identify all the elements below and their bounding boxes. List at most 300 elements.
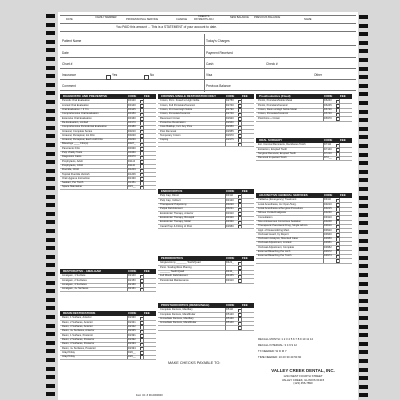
tractor-mark	[46, 14, 55, 18]
tractor-mark	[359, 264, 368, 268]
procedure-code: D2150	[128, 278, 136, 282]
procedure-code: D9610	[324, 224, 332, 228]
header-charge: CHARGE	[176, 18, 188, 21]
procedure-code: D1330	[128, 176, 136, 180]
section-title: RESTORATIVE - AMALGAM	[63, 269, 101, 273]
tractor-mark	[359, 204, 368, 208]
procedure-name: Resin, 1 Surface, Posterior	[62, 333, 93, 337]
section-header	[158, 189, 254, 194]
procedure-name: Endodontic Therapy, Molar	[160, 220, 191, 224]
procedure-name: Removal Impacted Tooth	[258, 156, 287, 160]
procedure-code: D6720	[324, 108, 332, 111]
section-header	[158, 303, 254, 308]
recall-interval: RECALL INTERVAL: 3 4 6 9 12	[258, 343, 297, 347]
procedure-code: D2160	[128, 283, 136, 286]
procedure-code: D15__	[128, 185, 136, 189]
insurance-label: Insurance	[62, 73, 76, 77]
procedure-name: Amalgam, 2 Surfaces	[62, 278, 87, 282]
procedure-name: Inlay/Onlay	[62, 350, 75, 354]
procedure-code: D2940	[226, 120, 234, 124]
procedure-name: Periodic Oral Evaluation	[62, 99, 90, 103]
section-title: ENDODONTICS	[161, 189, 183, 193]
tractor-mark	[359, 24, 368, 28]
federal-id: Fed. I.D. # 90-0000000	[136, 394, 163, 397]
procedure-code: D2975	[226, 138, 234, 142]
fee-divider	[241, 308, 242, 330]
procedure-code: D3950	[226, 224, 234, 228]
tractor-mark	[46, 143, 55, 147]
tractor-mark	[46, 31, 55, 35]
procedure-name: Crown, Full Porcelain/Ceramic	[160, 103, 196, 107]
procedure-name: Pulpal Debridement	[160, 207, 183, 211]
insurance-yes-label: Yes	[112, 73, 118, 77]
procedure-code: D2335	[128, 329, 136, 333]
section-header	[256, 193, 352, 198]
fee-column-header: FEE	[242, 303, 248, 307]
form-line	[60, 79, 356, 80]
fee-divider	[339, 143, 340, 160]
procedure-code: D0180	[128, 125, 136, 129]
procedure-code: D2331	[128, 320, 136, 324]
code-column-header: CODE	[128, 311, 137, 315]
header-new-balance: NEW BALANCE	[230, 16, 249, 19]
previous-balance-label: Previous Balance	[206, 84, 231, 88]
tractor-mark	[359, 153, 368, 157]
procedure-code: D2392	[128, 337, 136, 341]
procedure-name: Immediate Denture, Maxillary	[160, 317, 194, 320]
tractor-mark	[359, 15, 368, 19]
tractor-mark	[46, 358, 55, 362]
tractor-mark	[359, 92, 368, 96]
section-title: ORAL SURGERY	[259, 138, 283, 142]
tractor-mark	[359, 256, 368, 260]
section-title: ADJUNCTIVE GENERAL SERVICES	[259, 193, 308, 197]
procedure-name: Crown, Porc. Fused to High Noble	[160, 99, 200, 103]
tractor-mark	[46, 375, 55, 379]
procedure-name: Pulp Cap, Direct	[160, 194, 179, 198]
code-divider	[127, 99, 128, 189]
tractor-mark	[46, 272, 55, 276]
procedure-code: D0470	[128, 155, 136, 159]
procedure-name: Amalgam, 3 Surfaces	[62, 283, 87, 286]
fee-divider	[143, 274, 144, 291]
procedure-code: D2332	[128, 325, 136, 328]
tractor-mark	[46, 298, 55, 302]
payment-received-label: Payment Received	[206, 51, 233, 55]
tractor-mark	[359, 101, 368, 105]
procedure-code: D0170	[128, 120, 136, 124]
procedure-code: D3120	[226, 198, 234, 202]
tractor-mark	[359, 368, 368, 372]
procedure-name: Resin, 1 Surface, Anterior	[62, 316, 92, 320]
practice-city: VALLEY CREEK, ILLINOIS 61315	[281, 377, 325, 382]
procedure-name: Post/Core + Crown	[258, 116, 280, 120]
procedure-code: D0145	[128, 108, 136, 111]
procedure-code: D7111	[324, 143, 332, 147]
procedure-code: D5140	[226, 321, 234, 325]
row-line	[60, 189, 156, 190]
fee-column-header: FEE	[144, 269, 150, 273]
procedure-name: Topical Fluoride Varnish	[62, 172, 90, 176]
procedure-code: D421_	[226, 261, 234, 265]
procedure-name: Fluoride, Child	[62, 168, 79, 172]
row-line	[158, 283, 254, 284]
superbill-sheet	[58, 12, 358, 400]
tractor-mark	[46, 100, 55, 104]
procedure-name: External Bleaching Per Arch	[258, 250, 291, 253]
code-column-header: CODE	[226, 303, 235, 307]
procedure-code: D0330	[128, 146, 136, 150]
procedure-code: D9950	[324, 237, 332, 241]
procedure-name: Amalgam, 4+ Surfaces	[62, 287, 89, 291]
procedure-code: D3310	[226, 211, 234, 215]
tractor-mark	[46, 349, 55, 353]
fee-divider	[241, 194, 242, 228]
insurance-no-label: No	[150, 73, 155, 77]
procedure-code: D2970	[226, 133, 234, 137]
tractor-mark	[46, 91, 55, 95]
procedure-name: Complete Denture, Maxillary	[160, 308, 193, 312]
procedure-name: Palliative (Emergency) Treatment	[258, 198, 297, 202]
procedure-name: Diagnostic Casts	[62, 155, 82, 159]
section-header	[60, 269, 156, 274]
header-credit-sub: PAYMENTS ADJ.	[194, 18, 215, 22]
tractor-mark	[359, 110, 368, 114]
procedure-name: Prophylaxis, Child	[62, 163, 83, 167]
header-family-member: FAMILY MEMBER	[95, 16, 117, 19]
checks-payable: MAKE CHECKS PAYABLE TO:	[168, 361, 221, 365]
procedure-code: D9215	[324, 207, 332, 210]
procedure-code: D0160	[128, 116, 136, 120]
procedure-code: D9951	[324, 241, 332, 245]
tractor-mark	[46, 324, 55, 328]
procedure-code: D9310	[324, 215, 332, 219]
procedure-code: D2740	[226, 112, 234, 116]
recall-tx-needed: TX NEEDED: W D M Y	[258, 349, 287, 353]
tractor-mark	[359, 230, 368, 234]
procedure-code: D3220	[226, 203, 234, 206]
tractor-mark	[46, 48, 55, 52]
procedure-code: D0210	[128, 129, 136, 133]
procedure-name: Comprehensive Oral Evaluation	[62, 112, 99, 116]
form-line	[60, 90, 356, 91]
tractor-mark	[359, 187, 368, 191]
procedure-name: Non-Intravenous Conscious Sedation	[258, 219, 301, 223]
tractor-mark	[46, 74, 55, 78]
procedure-name: Occlusal Adjustment, Complete	[258, 245, 295, 249]
section-title: PERIODONTICS	[161, 256, 184, 260]
procedure-name: Bitewings ____ Film(s)	[62, 142, 89, 146]
code-divider	[225, 194, 226, 228]
fee-divider	[339, 99, 340, 121]
code-column-header: CODE	[128, 94, 137, 98]
procedure-name: Occlusal Adjustment, Limited	[258, 241, 292, 245]
row-line	[158, 146, 254, 147]
procedure-code: D434_	[226, 270, 234, 273]
procedure-name: Nitrous Oxide/Analgesia	[258, 211, 286, 215]
code-column-header: CODE	[324, 94, 333, 98]
tractor-mark	[359, 376, 368, 380]
tractor-mark	[46, 281, 55, 285]
code-column-header: CODE	[324, 138, 333, 142]
row-line	[256, 263, 352, 264]
procedure-name: Pontic, Porcelain/Ceramic	[258, 103, 288, 107]
fee-column-header: FEE	[340, 138, 346, 142]
procedure-name: Coping	[160, 138, 169, 142]
tractor-mark	[359, 290, 368, 294]
fee-divider	[143, 99, 144, 189]
procedure-name: Endodontic Therapy, Bicuspid	[160, 215, 195, 219]
procedure-code: D2140	[128, 274, 136, 278]
check-label: Check #	[266, 62, 278, 66]
tractor-mark	[46, 195, 55, 199]
tractor-mark	[46, 220, 55, 224]
row-line	[158, 330, 254, 331]
tractor-mark	[46, 83, 55, 87]
tractor-mark	[46, 117, 55, 121]
procedure-name: Post Removal	[160, 129, 177, 133]
tractor-mark	[359, 282, 368, 286]
procedure-code: D0220	[128, 133, 136, 137]
procedure-code: D2750	[226, 99, 234, 103]
fee-column-header: FEE	[242, 189, 248, 193]
procedure-code: D9210	[324, 202, 332, 206]
procedure-name: Extensive Oral Evaluation	[62, 116, 92, 120]
tractor-mark	[359, 67, 368, 71]
fee-column-header: FEE	[242, 256, 248, 260]
tractor-mark	[46, 315, 55, 319]
procedure-code: D6240	[324, 99, 332, 103]
procedure-name: Sealant, Per Tooth	[62, 181, 84, 185]
tractor-mark	[46, 246, 55, 250]
procedure-code: D2950	[226, 125, 234, 129]
tractor-mark	[359, 307, 368, 311]
section-title: RESIN RESTORATIONS	[63, 311, 96, 315]
right-margin	[358, 0, 400, 400]
procedure-code: D4355	[226, 274, 234, 278]
section-title: PROSTHODONTICS (REMOVABLE)	[161, 303, 210, 307]
procedure-code: D7140	[324, 147, 332, 151]
tractor-mark	[359, 32, 368, 36]
procedure-name: Perio. Scaling/Root Planing	[160, 265, 192, 269]
procedure-code: D5120	[226, 312, 234, 316]
tractor-mark	[359, 196, 368, 200]
tractor-mark	[46, 203, 55, 207]
procedure-name: Limited Oral Evaluation	[62, 103, 89, 107]
procedure-name: Oral Hygiene Instruction	[62, 176, 90, 180]
tractor-mark	[359, 359, 368, 363]
procedure-code: D5130	[226, 317, 234, 320]
fee-divider	[339, 198, 340, 263]
procedure-code: D0460	[128, 151, 136, 154]
fee-divider	[241, 99, 242, 146]
section-header	[60, 311, 156, 316]
tractor-mark	[46, 332, 55, 336]
header-credits: CREDITS	[198, 15, 210, 19]
tractor-mark	[359, 350, 368, 354]
procedure-code: D2920	[226, 116, 234, 120]
tractor-mark	[359, 247, 368, 251]
procedure-name: Resin, 2 Surfaces, Anterior	[62, 320, 93, 324]
fee-column-header: FEE	[340, 193, 346, 197]
procedure-code: D9248	[324, 219, 332, 223]
procedure-name: Local Anesthesia, Inc Oper./Surg.	[258, 202, 297, 206]
procedure-name: Resin, 3 Surfaces, Anterior	[62, 325, 93, 328]
section-header	[256, 94, 352, 99]
tractor-mark	[46, 126, 55, 130]
practice-phone: (123) 456-7890	[293, 381, 313, 385]
procedure-code: D2391	[128, 333, 136, 337]
tractor-mark	[359, 342, 368, 346]
comment-label: Comment	[62, 84, 76, 88]
procedure-code: D26__	[128, 355, 136, 359]
procedure-code: D3221	[226, 207, 234, 211]
procedure-code: D1110	[128, 159, 136, 163]
tractor-mark	[46, 186, 55, 190]
procedure-code: D2393	[128, 342, 136, 346]
tractor-mark	[359, 213, 368, 217]
procedure-name: Resin, 3 Surfaces, Posterior	[62, 342, 95, 346]
tractor-mark	[46, 66, 55, 70]
procedure-name: Appl. of Desensitizing Med.	[258, 228, 290, 232]
procedure-name: Pulp Cap, Indirect	[160, 198, 181, 202]
tractor-mark	[46, 40, 55, 44]
tractor-mark	[359, 325, 368, 329]
procedure-code: D1206	[128, 172, 136, 176]
procedure-name: Comprehensive Periodontal Evaluation	[62, 125, 107, 129]
info-divider	[204, 34, 205, 92]
procedure-name: Re-Evaluation, Limited	[62, 120, 89, 124]
procedure-name: Consultation	[258, 215, 273, 219]
procedure-code: D72__	[324, 156, 332, 160]
procedure-code: D3320	[226, 215, 234, 219]
code-divider	[225, 261, 226, 283]
procedure-code: D9940	[324, 232, 332, 236]
form-line	[60, 57, 356, 58]
tractor-mark	[46, 109, 55, 113]
fee-divider	[143, 316, 144, 359]
section-header	[158, 256, 254, 261]
procedure-code: D9110	[324, 198, 332, 202]
procedure-code: D6740	[324, 112, 332, 116]
statement-notice: You PAID this amount ... This is a STATEMENT of your account to date.	[116, 25, 217, 29]
code-column-header: CODE	[226, 189, 235, 193]
procedure-code: D2330	[128, 316, 136, 320]
procedure-name: Crown, 3/4 Cast High Noble	[160, 108, 193, 111]
tractor-mark	[46, 169, 55, 173]
tractor-mark	[46, 367, 55, 371]
code-divider	[323, 99, 324, 121]
left-margin	[0, 0, 58, 400]
tractor-mark	[46, 306, 55, 310]
procedure-code: D027_	[128, 142, 136, 146]
tractor-mark	[359, 84, 368, 88]
row-line	[60, 291, 156, 292]
tractor-mark	[46, 177, 55, 181]
procedure-name: Local Anesthesia w/Surgical Procedure	[258, 207, 303, 210]
tractor-mark	[359, 58, 368, 62]
procedure-name: Intraoral, Complete Series	[62, 129, 93, 133]
procedure-name: Surgical Removal, Erupted Tooth	[258, 152, 296, 155]
form-line	[60, 45, 356, 46]
code-divider	[127, 274, 128, 291]
procedure-name: Prophylaxis, Adult	[62, 159, 83, 163]
procedure-name: External Bleaching Per Tooth	[258, 254, 292, 258]
procedure-name: Panoramic Film	[62, 146, 81, 150]
tractor-mark	[46, 212, 55, 216]
tractor-mark	[359, 316, 368, 320]
row-line	[158, 228, 254, 229]
procedure-name: Therapeutic Pulpotomy	[160, 203, 187, 206]
procedure-code: D2740	[226, 103, 234, 107]
tractor-mark	[359, 221, 368, 225]
procedure-code: D1120	[128, 163, 136, 167]
checkbox[interactable]	[106, 75, 111, 80]
procedure-code: D0140	[128, 103, 136, 107]
visa-label: Visa	[206, 73, 213, 77]
procedure-name: Extraction, Erupted Tooth	[258, 147, 288, 151]
procedure-name: Periodontal Maintenance	[160, 278, 189, 282]
procedure-code: D1351	[128, 181, 136, 185]
section-header	[60, 94, 156, 99]
tractor-mark	[359, 144, 368, 148]
procedure-name: Therapeutic Parenteral Drug, Single Admin.	[258, 224, 309, 228]
procedure-name: Ext. Coronal Remnants, Deciduous Tooth	[258, 143, 306, 147]
procedure-name: Intraoral, Periapical, 1st Film	[62, 133, 95, 137]
procedure-name: Intraoral, Periapical, Each Addl Film	[62, 138, 104, 142]
procedure-name: Resin, 4+ Surfaces, Anterior	[62, 329, 95, 333]
procedure-code: D5110	[226, 308, 234, 312]
tractor-mark	[359, 127, 368, 131]
procedure-code: D4910	[226, 278, 234, 282]
procedure-code: D26__	[128, 350, 136, 354]
procedure-name: Immediate Denture, Mandibular	[160, 321, 197, 325]
tractor-mark	[46, 392, 55, 396]
fee-divider	[241, 261, 242, 283]
procedure-code: D2394	[128, 346, 136, 350]
tractor-mark	[46, 23, 55, 27]
procedure-code: D9952	[324, 245, 332, 249]
header-date: DATE	[66, 18, 73, 21]
procedure-name: Occlusion Analysis, Mounted Case	[258, 237, 298, 241]
practice-street: 1234 WEST FOURTH STREET	[283, 374, 323, 378]
procedure-name: Amalgam, 1 Surface	[62, 274, 86, 278]
row-line	[256, 121, 352, 122]
procedure-code: D2161	[128, 287, 136, 291]
form-line	[60, 68, 356, 69]
procedure-code: D7210	[324, 152, 332, 155]
cash-label: Cash	[206, 62, 214, 66]
procedure-name: Canal Prep & Fitting of Post	[160, 224, 193, 228]
tractor-mark	[46, 341, 55, 345]
procedure-name: Resin, 4+ Surfaces, Posterior	[62, 346, 96, 350]
tractor-mark	[359, 333, 368, 337]
tractor-mark	[359, 118, 368, 122]
section-title: CROWNS-SINGLE RESTORATION ONLY	[161, 94, 217, 98]
tractor-mark	[359, 75, 368, 79]
procedure-code: D6245	[324, 103, 332, 107]
tractor-mark	[359, 239, 368, 243]
fee-column-header: FEE	[144, 311, 150, 315]
tractor-mark	[359, 299, 368, 303]
procedure-code: D0120	[128, 99, 136, 103]
recall-time-needed: TIME NEEDED: 10 20 30 40 50 60	[258, 355, 302, 359]
checkbox[interactable]	[144, 75, 149, 80]
tractor-mark	[46, 160, 55, 164]
procedure-code: D9910	[324, 228, 332, 232]
procedure-name: Crown, Porcelain/Ceramic	[160, 112, 191, 116]
procedure-name: Crown, Porcelain/Ceramic	[258, 112, 289, 116]
